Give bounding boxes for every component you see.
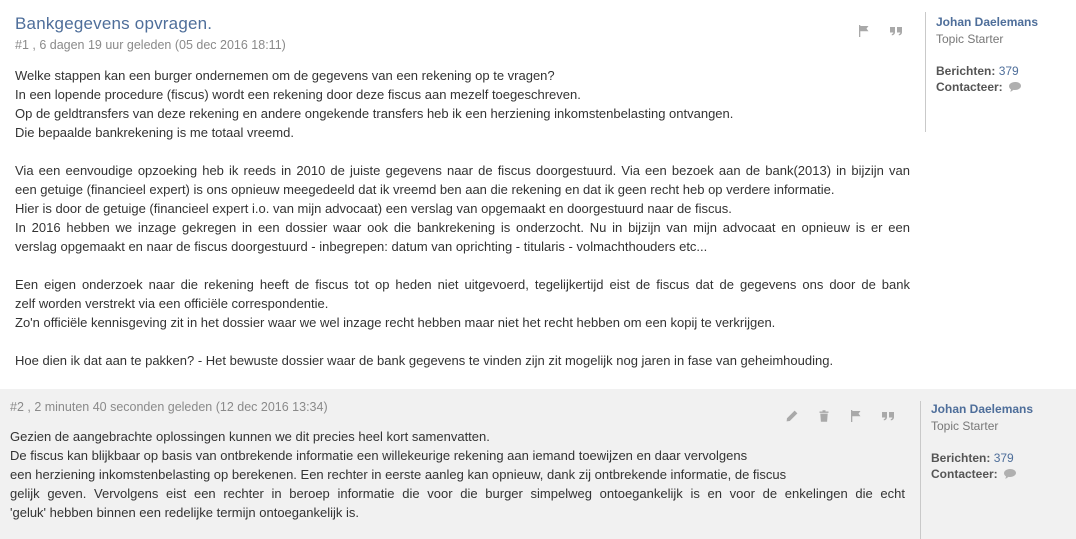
author-stats [931,450,1033,483]
post-text-line: Hier is door de getuige (financieel expert i.o. van mijn advocaat) een verslag van opgemaakt en doorgestuurd naar de fiscus. [15,201,732,216]
delete-button[interactable] [808,407,840,425]
pencil-icon [786,410,798,422]
paragraph-gap [15,256,910,275]
contact-label: Contacteer: [936,80,1003,94]
post-text-line: zelf worden verstrekt via een officiële correspondentie. [15,296,329,311]
post-text-line: Een eigen onderzoek naar die rekening heeft de fiscus tot op heden niet uitgevoerd, tegelijkertijd eist de fiscus dat de gegevens ons door de bank [15,277,910,292]
report-button[interactable] [840,407,872,425]
author-role: Topic Starter [931,419,999,433]
post-text-line: 'geluk' hebben binnen een redelijke termijn ontoegankelijk is. [10,505,359,520]
author-panel [931,401,1033,483]
post-meta: #2 , 2 minuten 40 seconden geleden (12 dec 2016 13:34) [10,400,328,414]
edit-button[interactable] [776,407,808,425]
post-text-line: Die bepaalde bankrekening is me totaal vreemd. [15,125,294,140]
contact-row [936,79,1038,96]
author-role: Topic Starter [936,32,1004,46]
posts-count-label: Berichten: [931,451,991,465]
author-panel [936,14,1038,96]
quote-button[interactable] [880,22,912,40]
post-text-line: verslag opgemaakt en naar de fiscus doorgestuurd - inbegrepen: datum van oprichting - titularis - volmachthouders etc... [15,239,708,254]
forum-post-2 [0,389,1076,539]
post-body [15,66,910,370]
post-actions [776,407,904,425]
posts-count-label: Berichten: [936,64,996,78]
post-text-line: In een lopende procedure (fiscus) wordt een rekening door deze fiscus aan mezelf toegeschreven. [15,87,581,102]
contact-label: Contacteer: [931,467,998,481]
paragraph-gap [15,142,910,161]
author-divider [925,12,926,132]
posts-count-row [931,450,1033,466]
post-text-line: Via een eenvoudige opzoeking heb ik reeds in 2010 de juiste gegevens naar de fiscus doorgestuurd. Via een bezoek aan de bank(2013) in bijzijn van [15,163,910,178]
post-meta: #1 , 6 dagen 19 uur geleden (05 dec 2016 18:11) [15,38,286,52]
quote-icon [890,25,902,37]
paragraph-gap [15,332,910,351]
report-button[interactable] [848,22,880,40]
post-actions [848,22,912,40]
posts-count-row [936,63,1038,79]
posts-count-value[interactable]: 379 [998,64,1019,78]
post-text-line: Op de geldtransfers van deze rekening en andere ongekende transfers heb ik een herziening inkomstenbelasting ontvangen. [15,106,734,121]
post-text-line: Welke stappen kan een burger ondernemen om de gegevens van een rekening op te vragen? [15,68,555,83]
flag-icon [858,25,870,37]
trash-icon [818,410,830,422]
contact-row [931,466,1033,483]
post-text-line: Zo'n officiële kennisgeving zit in het dossier waar we wel inzage recht hebben maar niet het recht hebben om een kopij te verkrijgen. [15,315,776,330]
chat-bubble-icon[interactable] [1009,80,1021,96]
quote-button[interactable] [872,407,904,425]
author-stats [936,63,1038,96]
posts-count-value[interactable]: 379 [993,451,1014,465]
post-text-line: gelijk geven. Vervolgens eist een rechter in beroep informatie die voor die burger simpelweg ontoegankelijk is en voor de enkelingen die echt [10,486,905,501]
flag-icon [850,410,862,422]
chat-bubble-icon[interactable] [1004,467,1016,483]
post-title[interactable]: Bankgegevens opvragen. [15,14,213,33]
quote-icon [882,410,894,422]
post-text-line: In 2016 hebben we inzage gekregen in een dossier waar ook die bankrekening is onderzocht. Nu in bijzijn van mijn advocaat en opnieuw is er een [15,220,910,235]
author-divider [920,401,921,539]
author-name[interactable]: Johan Daelemans [931,402,1034,416]
post-text-line: Hoe dien ik dat aan te pakken? - Het bewuste dossier waar de bank gegevens te vinden zijn zit mogelijk nog jaren in fase van geheimhouding. [15,353,834,368]
post-text-line: De fiscus kan blijkbaar op basis van ontbrekende informatie een willekeurige rekening aan iemand toewijzen en daar vervolgens [10,448,748,463]
post-body [10,427,905,522]
post-text-line: een herziening inkomstenbelasting op berekenen. Een rechter in eerste aanleg kan opnieuw, dank zij ontbrekende informatie, de fiscus [10,467,787,482]
post-text-line: een getuige (financieel expert) is ons opnieuw meegedeeld dat ik vreemd ben aan die rekening en dat ik geen recht heb op verdere informatie. [15,182,835,197]
post-text-line: Gezien de aangebrachte oplossingen kunnen we dit precies heel kort samenvatten. [10,429,490,444]
author-name[interactable]: Johan Daelemans [936,15,1039,29]
